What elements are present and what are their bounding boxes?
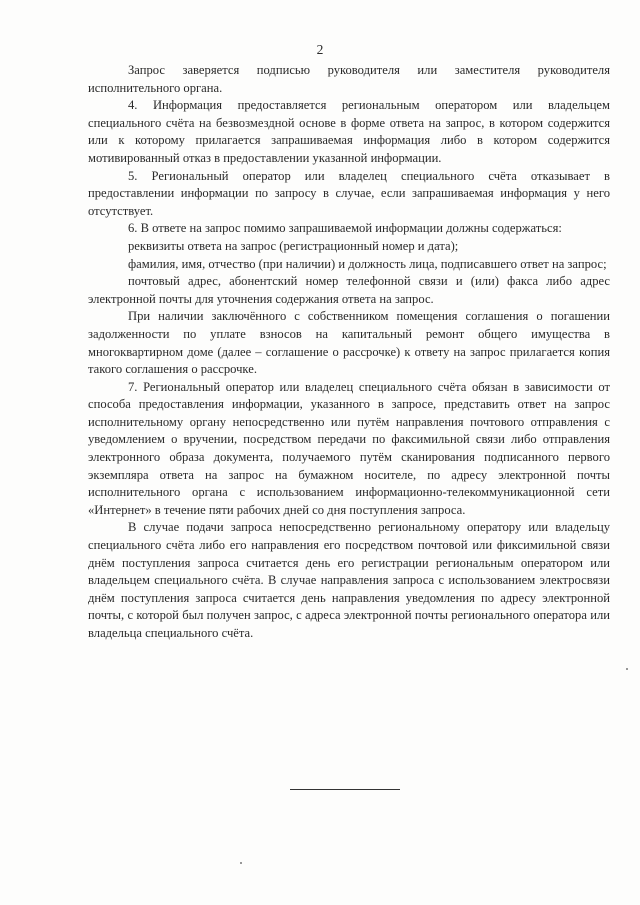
scan-speck [240, 862, 242, 864]
end-divider-line [290, 789, 400, 790]
paragraph-item-6-details: реквизиты ответа на запрос (регистрационный номер и дата); [128, 238, 459, 253]
paragraph-item-6-signer: фамилия, имя, отчество (при наличии) и должность лица, подписавшего ответ на запрос; [128, 256, 607, 271]
paragraph-item-5: 5. Региональный оператор или владелец специального счёта отказывает в предоставлении информации по запросу в случае, если запрашиваемая информация у него отсутствует. [88, 168, 610, 218]
paragraph-item-6: 6. В ответе на запрос помимо запрашиваемой информации должны содержаться: [128, 221, 562, 236]
paragraph-item-7: 7. Региональный оператор или владелец специального счёта обязан в зависимости от способа предоставления информации, указанного в запросе, представить ответ на запрос исполнительному органу непосредственно или путём направления почтового отправления с уведомлением о вручении, посредством передачи по факсимильной связи либо отправления электронного образа документа, получаемого путём сканирования подписанного первого экземпляра ответа на запрос на бумажном носителе, по адресу электронной почты исполнительного органа с использованием информационно-телекоммуникационной сети «Интернет» в течение пяти рабочих дней со дня поступления запроса. [88, 379, 610, 517]
paragraph-installment-agreement: При наличии заключённого с собственником помещения соглашения о погашении задолженности по уплате взносов на капитальный ремонт общего имущества в многоквартирном доме (далее – соглашение о рассрочке) к ответу на запрос прилагается копия такого соглашения о рассрочке. [88, 309, 610, 377]
scan-speck [626, 668, 628, 670]
document-body [88, 62, 610, 643]
page-number: 2 [316, 42, 324, 57]
paragraph-receipt-date: В случае подачи запроса непосредственно региональному оператору или владельцу специального счёта либо его направления его посредством почтовой или фиксимильной связи днём поступления запроса считается день его регистрации региональным оператором или владельцем специального счёта. В случае направления запроса с использованием электросвязи днём поступления запроса считается день направления уведомления по адресу электронной почты, с которой был получен запрос, с адреса электронной почты регионального оператора или владельца специального счёта. [88, 520, 610, 640]
paragraph-request-signature: Запрос заверяется подписью руководителя или заместителя руководителя исполнительного органа. [88, 63, 610, 95]
paragraph-item-4: 4. Информация предоставляется региональным оператором или владельцем специального счёта на безвозмездной основе в форме ответа на запрос, в котором содержится или к которому прилагается запрашиваемая информация либо в котором содержится мотивированный отказ в предоставлении указанной информации. [88, 98, 610, 165]
paragraph-item-6-contacts: почтовый адрес, абонентский номер телефонной связи и (или) факса либо адрес электронной почты для уточнения содержания ответа на запрос. [88, 274, 610, 306]
